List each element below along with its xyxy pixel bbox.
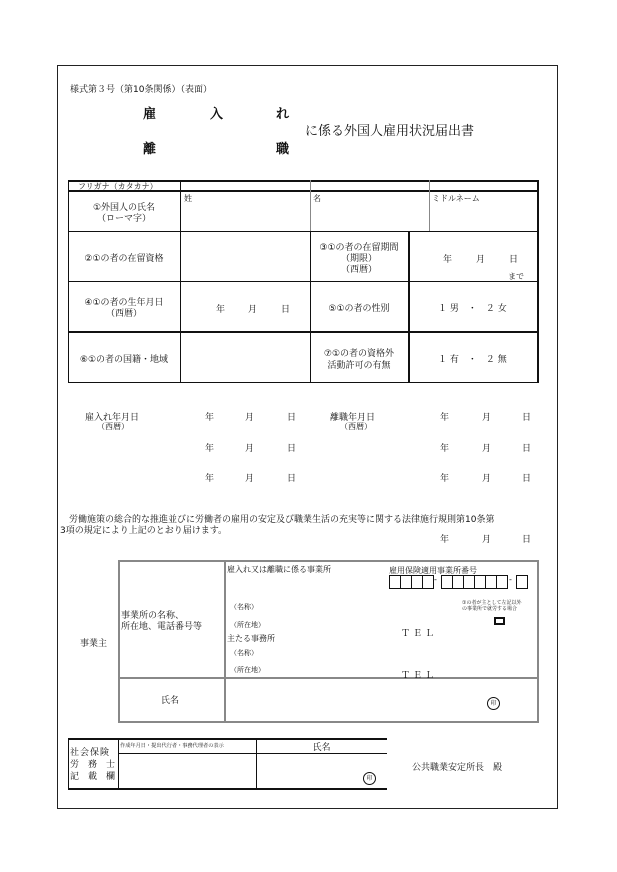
leave-date-day-2: 日 xyxy=(522,444,532,454)
period-until: まで xyxy=(508,272,524,281)
leave-date-month-2: 月 xyxy=(482,444,492,454)
declaration-line-2: 3項の規定により上記のとおり届けます。 xyxy=(60,526,228,536)
leave-date-month-3: 月 xyxy=(482,474,492,484)
leave-date-sub: （西暦） xyxy=(340,422,372,431)
leave-date-year-1: 年 xyxy=(440,413,450,423)
surname-label: 姓 xyxy=(184,194,192,203)
signer-label: 氏名 xyxy=(161,696,180,706)
residence-status-field[interactable] xyxy=(181,232,310,281)
other-office-checkbox[interactable] xyxy=(494,617,505,625)
employer-seal-mark: 印 xyxy=(487,697,500,710)
insurance-no-digit-box[interactable] xyxy=(422,575,434,589)
hire-date-sub: （西暦） xyxy=(97,422,129,431)
surname-field[interactable] xyxy=(181,203,310,231)
residence-status-label: ②①の者の在留資格 xyxy=(84,254,164,264)
sharoshi-label-3: 記 載 欄 xyxy=(70,772,116,782)
insurance-no-dash: - xyxy=(509,575,512,584)
permit-label-1: ⑦①の者の資格外 xyxy=(323,349,395,359)
leave-date-day-1: 日 xyxy=(522,413,532,423)
hire-date-day-1: 日 xyxy=(287,413,297,423)
title-hire-1: 雇 xyxy=(143,107,157,122)
leave-date-label: 離職年月日 xyxy=(330,413,376,423)
middle-name-field[interactable] xyxy=(430,203,537,231)
insurance-no-label: 雇用保険適用事業所番号 xyxy=(389,566,477,575)
submit-month: 月 xyxy=(482,535,492,545)
name-sub: （ローマ字） xyxy=(96,214,151,224)
employer-label: 事業主 xyxy=(80,639,108,649)
office-name-label: （名称） xyxy=(230,603,258,611)
birth-sub: （西暦） xyxy=(105,309,142,319)
submit-year: 年 xyxy=(440,535,450,545)
permit-options[interactable]: １ 有 ・ ２ 無 xyxy=(438,355,507,365)
main-office-address-label: （所在地） xyxy=(230,666,265,674)
insurance-no-digit-box[interactable] xyxy=(516,575,528,589)
birth-day: 日 xyxy=(281,305,291,315)
period-sub1: （期限） xyxy=(340,254,377,264)
hire-date-day-3: 日 xyxy=(287,474,297,484)
office-label-1: 事業所の名称、 xyxy=(121,611,185,621)
period-sub2: （西暦） xyxy=(340,265,377,275)
leave-date-year-2: 年 xyxy=(440,444,450,454)
office-tel-label: ＴＥＬ xyxy=(401,629,438,639)
sex-label: ⑤①の者の性別 xyxy=(328,304,390,314)
hire-date-label: 雇入れ年月日 xyxy=(85,413,140,423)
form-number: 様式第３号（第10条関係）（表面） xyxy=(70,85,212,95)
sharoshi-seal-mark: 印 xyxy=(363,772,376,785)
hire-date-year-3: 年 xyxy=(205,474,215,484)
declaration-line-1: 労働施策の総合的な推進並びに労働者の雇用の安定及び職業生活の充実等に関する法律施行規則第10条第 xyxy=(60,515,495,525)
period-month: 月 xyxy=(476,255,486,265)
hire-date-year-1: 年 xyxy=(205,413,215,423)
birth-label: ④①の者の生年月日 xyxy=(84,298,164,308)
furigana-middle-field[interactable] xyxy=(430,182,537,190)
hire-date-month-3: 月 xyxy=(245,474,255,484)
period-day: 日 xyxy=(509,255,519,265)
title-leave-1: 離 xyxy=(143,142,157,157)
title-hire-2: 入 xyxy=(210,107,224,122)
birth-month: 月 xyxy=(248,305,258,315)
name-label: ①外国人の氏名 xyxy=(92,203,156,213)
sharoshi-representation-field[interactable] xyxy=(119,754,256,788)
hire-date-year-2: 年 xyxy=(205,444,215,454)
title-leave-2: 職 xyxy=(276,142,290,157)
sharoshi-label-1: 社会保険 xyxy=(70,748,111,758)
office-heading: 雇入れ又は離職に係る事業所 xyxy=(227,565,331,574)
office-label-2: 所在地、電話番号等 xyxy=(121,622,203,632)
hire-date-day-2: 日 xyxy=(287,444,297,454)
note-line-2: の事業所で就労する場合 xyxy=(462,606,518,612)
hire-date-month-2: 月 xyxy=(245,444,255,454)
given-name-field[interactable] xyxy=(311,203,429,231)
leave-date-month-1: 月 xyxy=(482,413,492,423)
form-title: に係る外国人雇用状況届出書 xyxy=(305,124,475,139)
nationality-label: ⑥①の者の国籍・地域 xyxy=(79,355,169,365)
insurance-no-digit-box[interactable] xyxy=(496,575,508,589)
period-year: 年 xyxy=(443,255,453,265)
nationality-field[interactable] xyxy=(181,333,310,382)
sharoshi-label-2: 労 務 士 xyxy=(70,760,116,770)
main-office-name-label: （名称） xyxy=(230,649,258,657)
leave-date-day-3: 日 xyxy=(522,474,532,484)
permit-label-2: 活動許可の有無 xyxy=(327,361,391,371)
office-address-label: （所在地） xyxy=(230,621,265,629)
note-line-1: ①の者が主として左記以外 xyxy=(462,600,522,606)
period-label: ③①の者の在留期間 xyxy=(319,243,399,253)
given-name-label: 名 xyxy=(313,194,321,203)
submit-day: 日 xyxy=(522,535,532,545)
sharoshi-col2-header: 氏名 xyxy=(312,743,331,753)
leave-date-year-3: 年 xyxy=(440,474,450,484)
middle-name-label: ミドルネーム xyxy=(432,194,480,203)
furigana-surname-field[interactable] xyxy=(181,182,310,190)
birth-year: 年 xyxy=(216,305,226,315)
insurance-no-dash: - xyxy=(434,575,437,584)
main-office-label: 主たる事務所 xyxy=(227,634,275,643)
sharoshi-col1-header: 作成年月日・提出代行者・事務代理者の表示 xyxy=(120,743,224,749)
main-office-tel-label: ＴＥＬ xyxy=(401,671,438,681)
sex-options[interactable]: １ 男 ・ ２ 女 xyxy=(438,304,507,314)
title-hire-3: れ xyxy=(276,107,290,122)
hire-date-month-1: 月 xyxy=(245,413,255,423)
furigana-label: フリガナ（カタカナ） xyxy=(78,182,158,191)
furigana-given-field[interactable] xyxy=(311,182,429,190)
addressee: 公共職業安定所長 殿 xyxy=(412,763,503,773)
